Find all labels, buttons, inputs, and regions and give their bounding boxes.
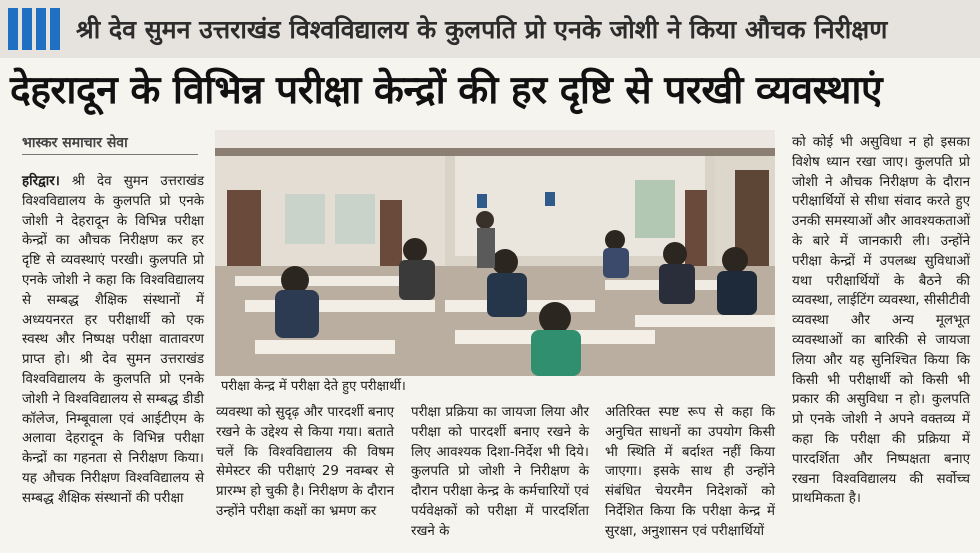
byline: भास्कर समाचार सेवा <box>22 135 128 151</box>
headline: देहरादून के विभिन्न परीक्षा केन्द्रों की हर दृष्टि से परखी व्यवस्थाएं <box>10 68 883 113</box>
column-5: को कोई भी असुविधा न हो इसका विशेष ध्यान रखा जाए। कुलपति प्रो जोशी ने औचक निरीक्षण के दौरान परीक्षार्थियों से सीधा संवाद करते हुए उनकी समस्याओं और आवश्यकताओं के बारे में जानकारी ली। उन्होंने परीक्षा केन्द्रों में उपलब्ध सुविधाओं यथा परीक्षार्थियों के बैठने की व्यवस्था, लाईटिंग व्यवस्था, सीसीटीवी व्यवस्था और अन्य मूलभूत व्यवस्थाओं का बारिकी से जायजा लिया और यह सुनिश्चित किया कि किसी भी परीक्षार्थी को किसी भी प्रकार की असुविधा न हो। कुलपति प्रो एनके जोशी ने अपने वक्तव्य में कहा कि परीक्षा की प्रक्रिया में पारदर्शिता और निष्पक्षता बनाए रखना विश्वविद्यालय की सर्वोच्च प्राथमिकता है। <box>792 135 970 507</box>
column-1-text: श्री देव सुमन उत्तराखंड विश्वविद्यालय के कुलपति प्रो एनके जोशी ने देहरादून के विभिन्न परीक्षा केन्द्रों का औचक निरीक्षण कर हर दृष्टि से व्यवस्थाएं परखी। कुलपति प्रो एनके जोशी ने कहा कि विश्वविद्यालय से सम्बद्ध शैक्षिक संस्थानों में अध्ययनरत हर परीक्षार्थी को एक स्वस्थ और निष्पक्ष परीक्षा वातावरण प्राप्त हो। श्री देव सुमन उत्तराखंड विश्वविद्यालय के कुलपति प्रो एनके जोशी ने विश्वविद्यालय से सम्बद्ध डीडी कॉलेज, निम्बूवाला एवं आईटीएम के अलावा देहरादून के विभिन्न परीक्षा केन्द्रों का गहनता से निरीक्षण किया। यह औचक निरीक्षण विश्वविद्यालय से सम्बद्ध शैक्षिक संस्थानों की परीक्षा <box>22 174 204 506</box>
column-4: अतिरिक्त स्पष्ट रूप से कहा कि अनुचित साधनों का उपयोग किसी भी स्थिति में बर्दाश्त नहीं किया जाएगा। इसके साथ ही उन्होंने संबंधित चेयरमैन निदेशकों को निर्देशित किया कि परीक्षा केन्द्र में सुरक्षा, अनुशासन एवं परीक्षार्थियों <box>605 405 775 539</box>
column-1 <box>22 172 204 509</box>
exam-hall-illustration <box>215 130 775 376</box>
exam-hall-photo <box>215 130 775 376</box>
kicker-text: श्री देव सुमन उत्तराखंड विश्वविद्यालय के कुलपति प्रो एनके जोशी ने किया औचक निरीक्षण <box>76 15 888 44</box>
photo-caption: परीक्षा केन्द्र में परीक्षा देते हुए परीक्षार्थी। <box>215 376 775 398</box>
blue-stripes-decoration <box>8 8 68 50</box>
byline-divider <box>22 154 198 155</box>
column-3: परीक्षा प्रक्रिया का जायजा लिया और परीक्षा को पारदर्शी बनाए रखने के लिए आवश्यक दिशा-निर्देश भी दिये। कुलपति प्रो जोशी ने निरीक्षण के दौरान परीक्षा केन्द्र के कर्मचारियों एवं पर्यवेक्षकों को परीक्षा में पारदर्शिता रखने के <box>411 405 589 539</box>
kicker-banner <box>0 0 980 58</box>
dateline: हरिद्वार। <box>22 174 60 189</box>
column-2: व्यवस्था को सुदृढ़ और पारदर्शी बनाए रखने के उद्देश्य से किया गया। बताते चलें कि विश्वविद्यालय की विषम सेमेस्टर की परीक्षाएं 29 नवम्बर से प्रारम्भ हो चुकी है। निरीक्षण के दौरान उन्होंने परीक्षा कक्षों का भ्रमण कर <box>216 405 394 519</box>
